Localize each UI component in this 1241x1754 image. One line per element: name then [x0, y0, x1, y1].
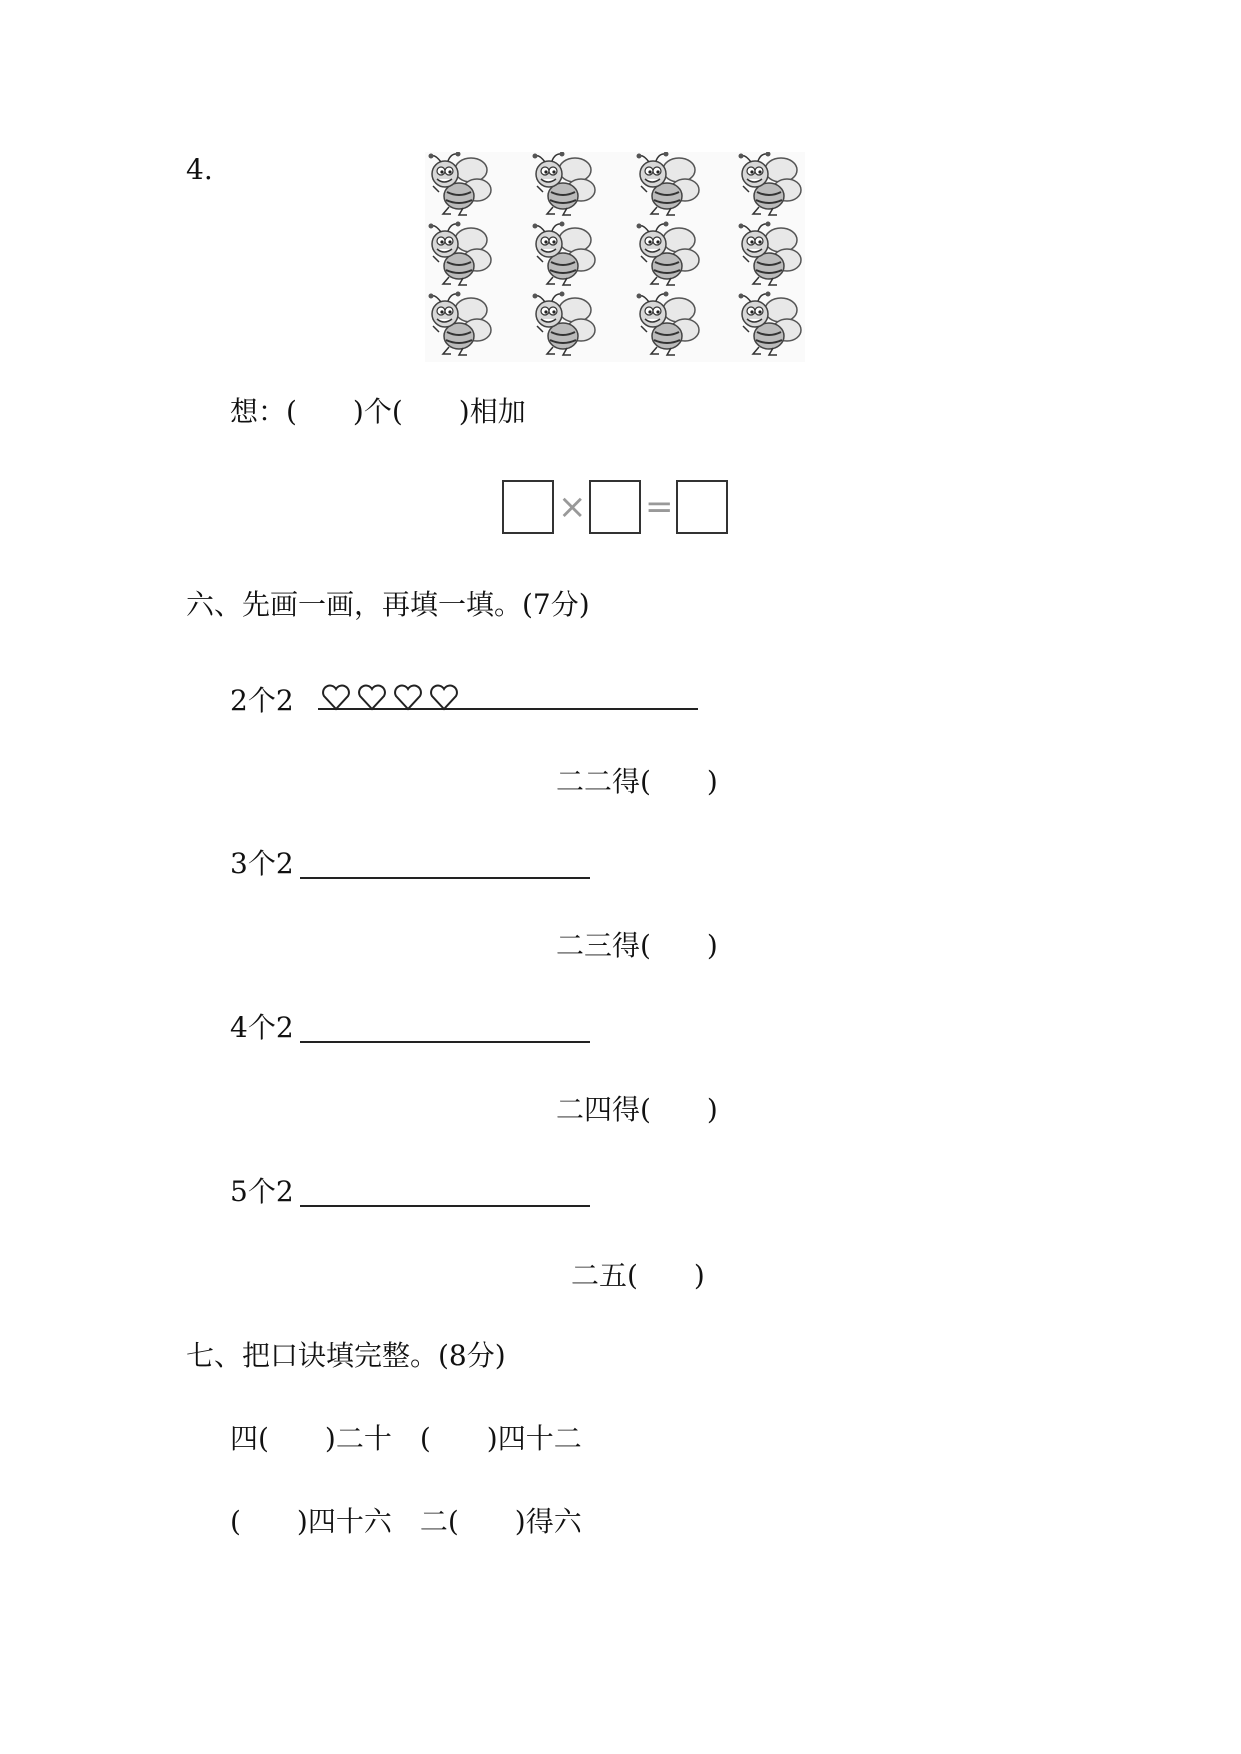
- drawing-line-4[interactable]: [300, 1205, 590, 1207]
- bee-icon: [533, 292, 596, 356]
- row-label-4x2: 4个2: [230, 1011, 294, 1044]
- rhyme-4: 二五( ): [571, 1259, 705, 1292]
- question-number: 4.: [186, 153, 213, 186]
- bee-icon: [739, 222, 802, 286]
- bee-icon: [637, 292, 700, 356]
- bee-icon: [637, 222, 700, 286]
- rhyme-3: 二四得( ): [556, 1093, 718, 1126]
- rhyme-line-1: 四( )二十 ( )四十二: [230, 1422, 582, 1455]
- section-6-title: 六、先画一画，再填一填。(7分): [186, 588, 590, 621]
- heart-icon: [431, 686, 457, 709]
- factor-box-2[interactable]: [589, 480, 641, 534]
- equals-sign: =: [645, 487, 674, 527]
- drawn-hearts: [320, 680, 460, 718]
- bee-icon: [533, 222, 596, 286]
- times-sign: ×: [558, 487, 587, 527]
- row-label-3x2: 3个2: [230, 847, 294, 880]
- bee-icon: [637, 152, 700, 215]
- bee-icon: [429, 152, 492, 215]
- factor-box-1[interactable]: [502, 480, 554, 534]
- bee-icon: [739, 292, 802, 356]
- drawing-line-1[interactable]: [318, 708, 698, 710]
- think-prompt: 想：( )个( )相加: [230, 395, 526, 428]
- bee-icon: [429, 292, 492, 356]
- product-box[interactable]: [676, 480, 728, 534]
- heart-icon: [395, 686, 421, 709]
- bee-icon: [533, 152, 596, 215]
- section-7-title: 七、把口诀填完整。(8分): [186, 1339, 506, 1372]
- drawing-line-2[interactable]: [300, 877, 590, 879]
- rhyme-2: 二三得( ): [556, 929, 718, 962]
- bee-picture: [425, 152, 805, 362]
- rhyme-1: 二二得( ): [556, 765, 718, 798]
- heart-icon: [359, 686, 385, 709]
- drawing-line-3[interactable]: [300, 1041, 590, 1043]
- bee-grid-svg: [425, 152, 805, 362]
- bee-icon: [739, 152, 802, 215]
- heart-icon: [323, 686, 349, 709]
- rhyme-line-2: ( )四十六 二( )得六: [230, 1505, 582, 1538]
- row-label-2x2: 2个2: [230, 684, 294, 717]
- row-label-5x2: 5个2: [230, 1175, 294, 1208]
- bee-icon: [429, 222, 492, 286]
